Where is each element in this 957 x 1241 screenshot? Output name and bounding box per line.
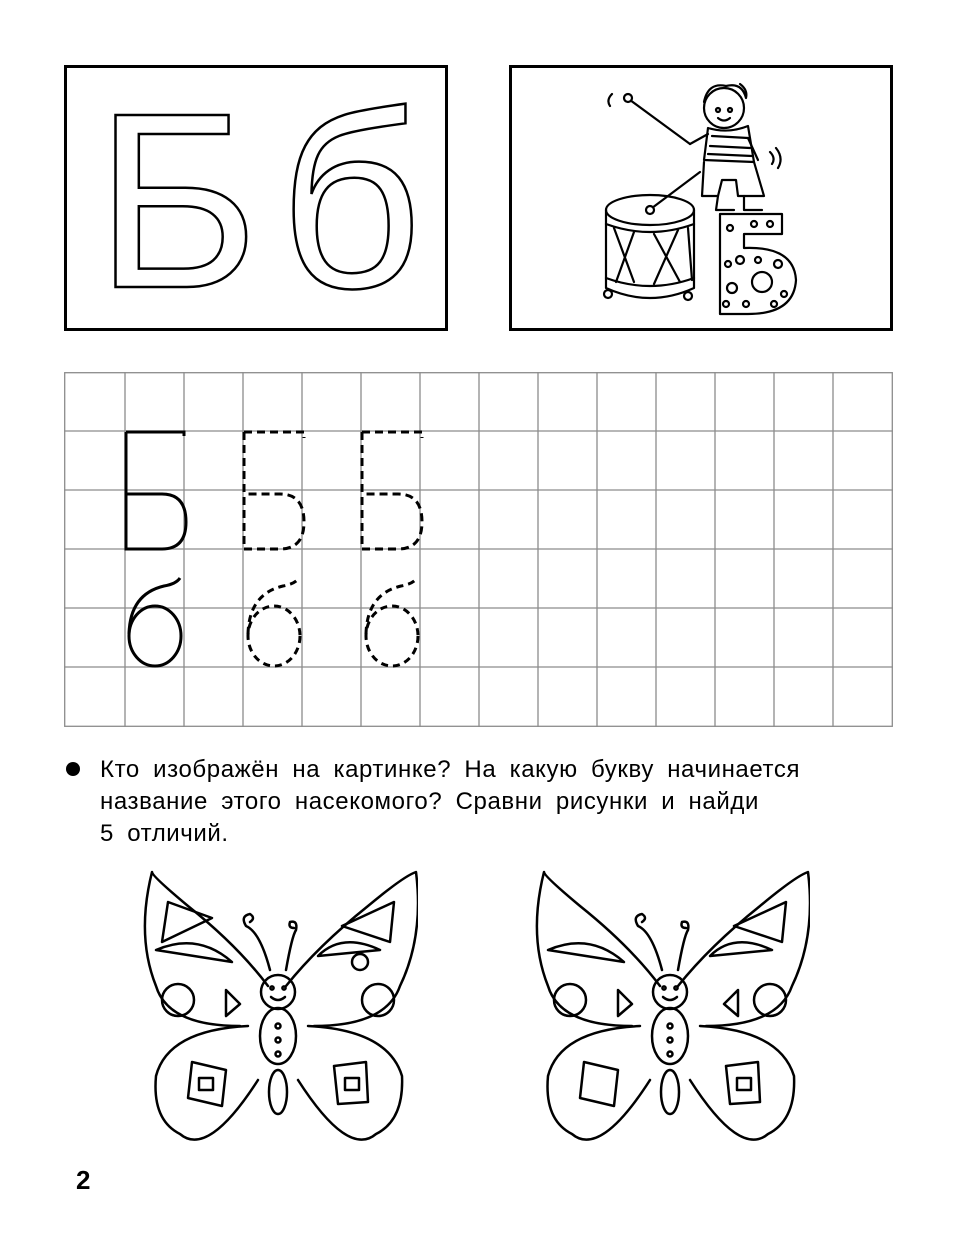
lowercase-letter-dashed xyxy=(248,578,418,666)
instruction-line: 5 отличий. xyxy=(100,820,229,847)
lowercase-letter-outline: б xyxy=(279,61,423,340)
page-number: 2 xyxy=(76,1165,91,1195)
butterfly-icon xyxy=(128,866,418,1166)
instruction-line: Кто изображён на картинке? На какую букву начинается xyxy=(100,756,801,783)
picture-card xyxy=(509,65,893,331)
practice-grid xyxy=(64,372,893,727)
letter-card xyxy=(64,61,448,340)
drummer-boy-icon xyxy=(512,68,890,328)
bullet-icon xyxy=(66,762,80,776)
capital-letter-outline: Б xyxy=(95,61,260,340)
instruction-line: название этого насекомого? Сравни рисунки и найди xyxy=(100,788,759,815)
butterfly-icon xyxy=(520,866,810,1166)
instruction-text xyxy=(100,754,895,850)
lowercase-letter-solid xyxy=(129,578,181,666)
